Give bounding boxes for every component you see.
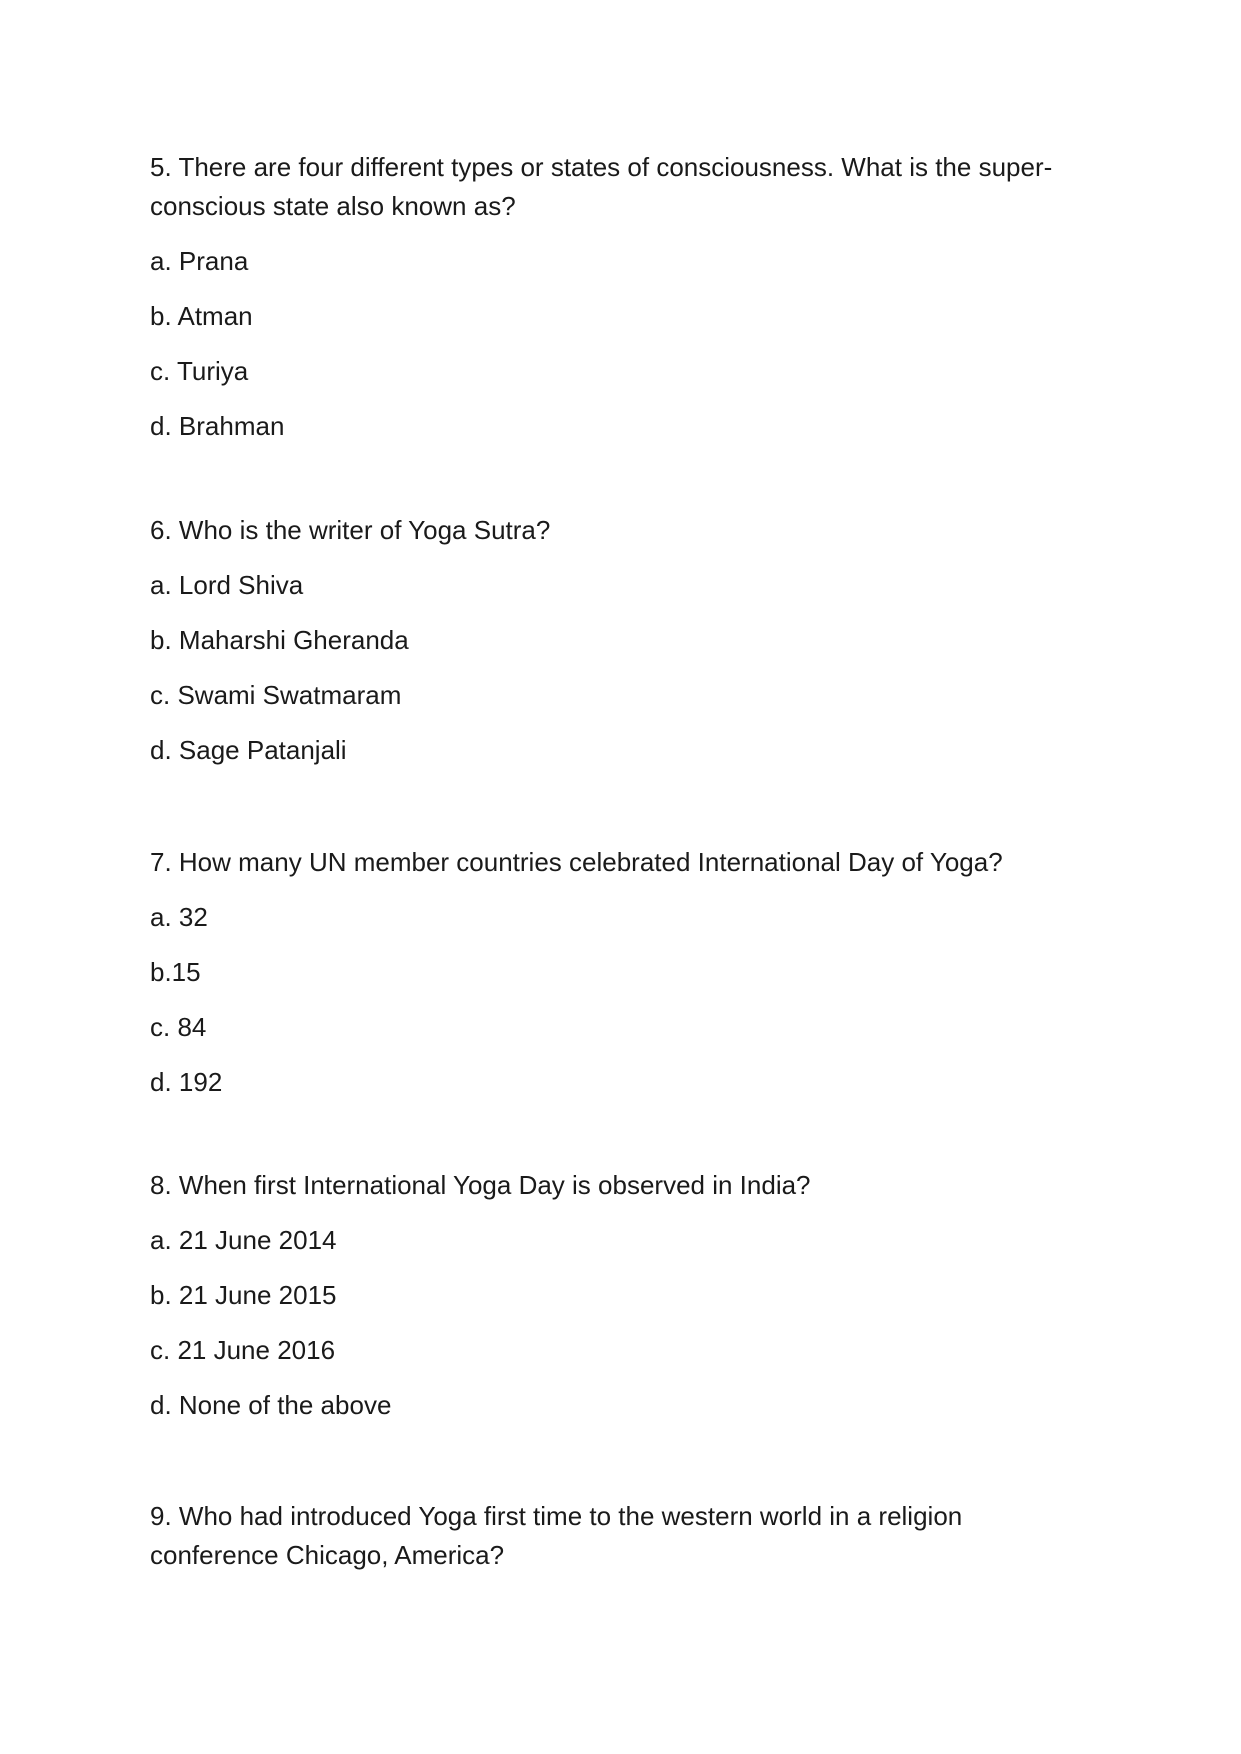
question-5-option-a: a. Prana [150,246,249,276]
question-8-option-c: c. 21 June 2016 [150,1335,336,1365]
question-8-text: 8. When first International Yoga Day is observed in India? [150,1170,811,1200]
question-5-text-line-2: conscious state also known as? [150,191,516,221]
question-5-option-b: b. Atman [150,301,253,331]
question-9-text-line-1: 9. Who had introduced Yoga first time to the western world in a religion [150,1501,963,1531]
question-6-option-a: a. Lord Shiva [150,570,304,600]
question-7-option-a: a. 32 [150,902,208,932]
question-7-option-d: d. 192 [150,1067,223,1097]
question-5-text-line-1: 5. There are four different types or states of consciousness. What is the super- [150,152,1053,182]
question-7-text: 7. How many UN member countries celebrated International Day of Yoga? [150,847,1003,877]
question-7-option-c: c. 84 [150,1012,207,1042]
question-5-option-d: d. Brahman [150,411,285,441]
question-7-option-b: b.15 [150,957,201,987]
question-8-option-b: b. 21 June 2015 [150,1280,337,1310]
question-8-option-d: d. None of the above [150,1390,392,1420]
question-6-text: 6. Who is the writer of Yoga Sutra? [150,515,551,545]
question-8-option-a: a. 21 June 2014 [150,1225,337,1255]
question-6-option-b: b. Maharshi Gheranda [150,625,409,655]
question-6-option-c: c. Swami Swatmaram [150,680,402,710]
question-6-option-d: d. Sage Patanjali [150,735,347,765]
question-5-option-c: c. Turiya [150,356,249,386]
question-9-text-line-2: conference Chicago, America? [150,1540,505,1570]
